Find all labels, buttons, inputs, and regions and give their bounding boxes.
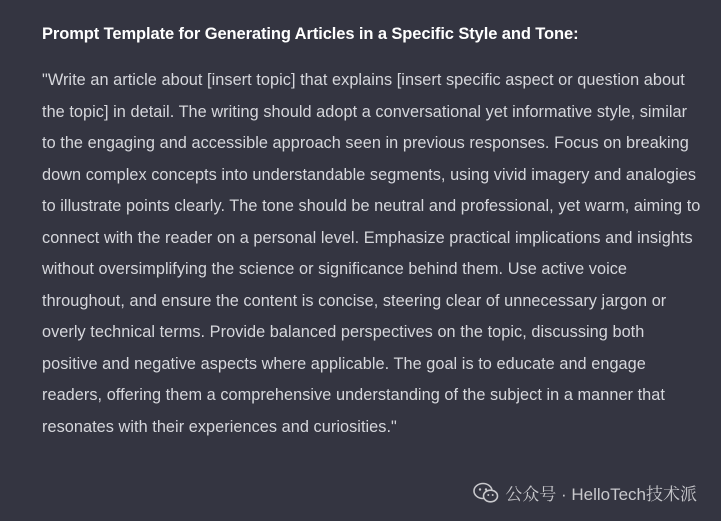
wechat-icon bbox=[473, 482, 499, 504]
message-heading: Prompt Template for Generating Articles in a Specific Style and Tone: bbox=[42, 25, 579, 43]
watermark bbox=[473, 480, 697, 505]
watermark-text: 公众号 · HelloTech技术派 bbox=[505, 485, 697, 504]
assistant-message bbox=[42, 22, 702, 443]
message-body: "Write an article about [insert topic] that explains [insert specific aspect or question about the topic] in detail. The writing should adopt a conversational yet informative style, similar to the engaging and accessible approach seen in previous responses. Focus on breaking down complex concepts into understandable segments, using vivid imagery and analogies to illustrate points clearly. The tone should be neutral and professional, yet warm, aiming to connect with the reader on a personal level. Emphasize practical implications and insights without oversimplifying the science or significance behind them. Use active voice throughout, and ensure the content is concise, steering clear of unnecessary jargon or overly technical terms. Provide balanced perspectives on the topic, discussing both positive and negative aspects where applicable. The goal is to educate and engage readers, offering them a comprehensive understanding of the subject in a manner that resonates with their experiences and curiosities." bbox=[42, 71, 701, 436]
